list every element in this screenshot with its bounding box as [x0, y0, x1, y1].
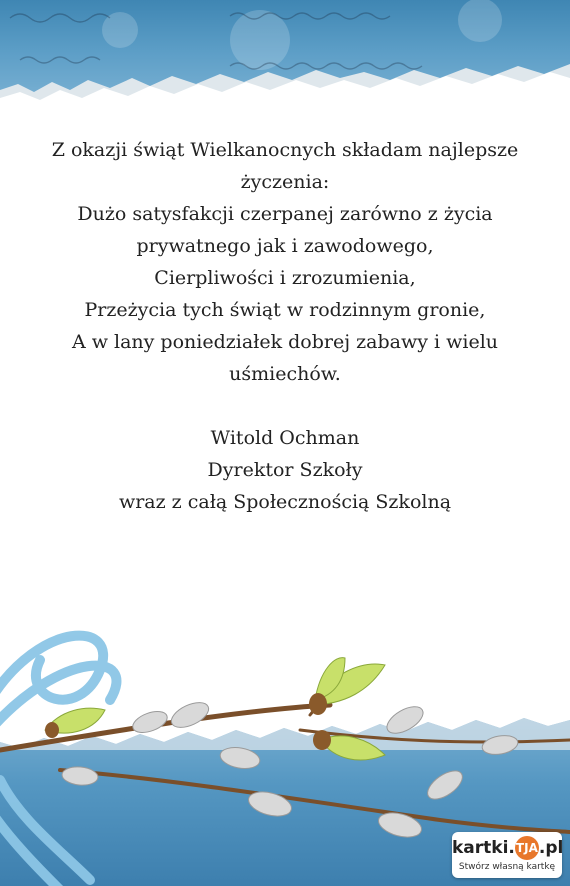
signature-title: Dyrektor Szkoły	[207, 459, 363, 481]
blue-ribbon-icon	[0, 636, 116, 886]
signature-name: Witold Ochman	[210, 427, 360, 449]
torn-paper-top-edge	[0, 52, 570, 132]
brand-logo[interactable]	[452, 832, 562, 878]
brand-prefix: kartki.	[452, 838, 515, 858]
signature-community: wraz z całą Społecznością Szkolną	[118, 491, 452, 513]
message-line: Cierpliwości i zrozumienia,	[154, 267, 416, 289]
message-line: Z okazji świąt Wielkanocnych składam najlepsze	[51, 139, 519, 161]
brand-suffix: .pl	[538, 838, 564, 858]
brand-mark-icon: TJA	[515, 836, 539, 860]
brand-tagline: Stwórz własną kartkę	[458, 862, 556, 872]
brand-name	[452, 836, 562, 860]
message-line: życzenia:	[240, 171, 330, 193]
message-line: Dużo satysfakcji czerpanej zarówno z życia	[77, 203, 493, 225]
message-line: A w lany poniedziałek dobrej zabawy i wielu	[71, 331, 499, 353]
message-line: uśmiechów.	[229, 363, 341, 385]
greeting-message	[30, 134, 540, 518]
message-line: prywatnego jak i zawodowego,	[136, 235, 434, 257]
message-line: Przeżycia tych świąt w rodzinnym gronie,	[84, 299, 486, 321]
spacer	[30, 390, 540, 422]
